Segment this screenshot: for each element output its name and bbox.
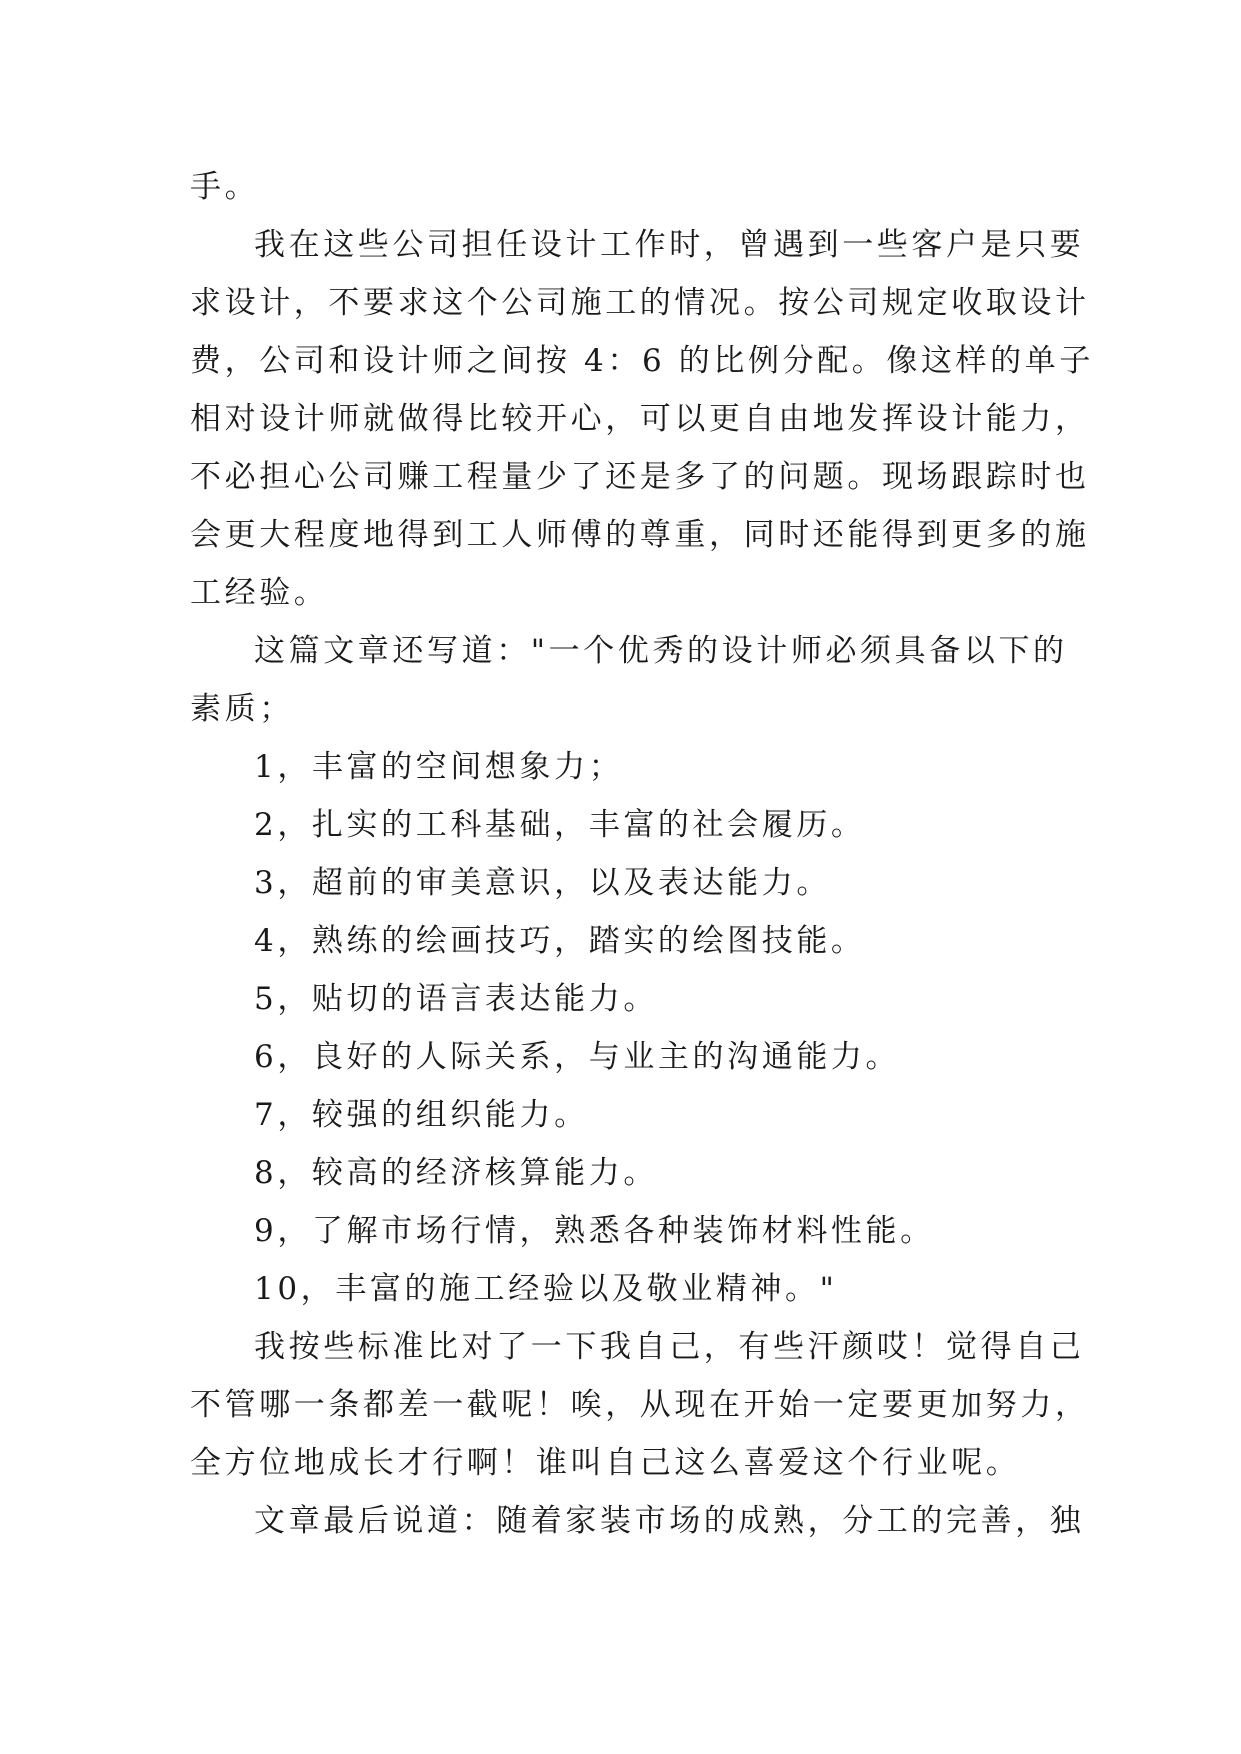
text-line: 相对设计师就做得比较开心，可以更自由地发挥设计能力， <box>190 401 1090 437</box>
text-line: 不必担心公司赚工程量少了还是多了的问题。现场跟踪时也 <box>190 459 1090 495</box>
text-line: 全方位地成长才行啊！谁叫自己这么喜爱这个行业呢。 <box>190 1445 1021 1481</box>
text-line: 10，丰富的施工经验以及敬业精神。" <box>254 1271 838 1307</box>
text-line: 求设计，不要求这个公司施工的情况。按公司规定收取设计 <box>190 285 1090 321</box>
text-line: 这篇文章还写道："一个优秀的设计师必须具备以下的 <box>254 633 1068 669</box>
text-line: 我按些标准比对了一下我自己，有些汗颜哎！觉得自己 <box>254 1329 1085 1365</box>
text-line: 费，公司和设计师之间按 4：6 的比例分配。像这样的单子 <box>190 343 1094 379</box>
text-line: 不管哪一条都差一截呢！唉，从现在开始一定要更加努力， <box>190 1387 1090 1423</box>
text-line: 1，丰富的空间想象力； <box>254 749 624 785</box>
body-text <box>190 158 1094 1550</box>
text-line: 会更大程度地得到工人师傅的尊重，同时还能得到更多的施 <box>190 517 1090 553</box>
text-line: 手。 <box>190 169 260 205</box>
text-line: 工经验。 <box>190 575 329 611</box>
text-line: 4，熟练的绘画技巧，踏实的绘图技能。 <box>254 923 866 959</box>
text-line: 5，贴切的语言表达能力。 <box>254 981 658 1017</box>
text-line: 6，良好的人际关系，与业主的沟通能力。 <box>254 1039 901 1075</box>
text-line: 文章最后说道：随着家装市场的成熟，分工的完善，独 <box>254 1503 1085 1539</box>
text-line: 素质； <box>190 691 294 727</box>
text-line: 7，较强的组织能力。 <box>254 1097 589 1133</box>
text-line: 2，扎实的工科基础，丰富的社会履历。 <box>254 807 866 843</box>
text-line: 我在这些公司担任设计工作时，曾遇到一些客户是只要 <box>254 227 1085 263</box>
text-line: 9，了解市场行情，熟悉各种装饰材料性能。 <box>254 1213 935 1249</box>
text-line: 3，超前的审美意识，以及表达能力。 <box>254 865 831 901</box>
text-line: 8，较高的经济核算能力。 <box>254 1155 658 1191</box>
